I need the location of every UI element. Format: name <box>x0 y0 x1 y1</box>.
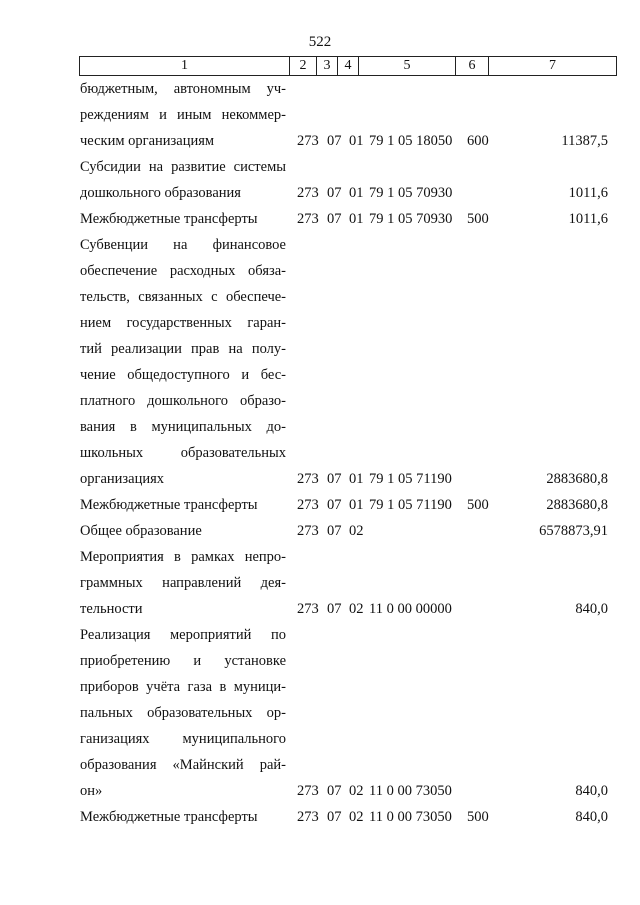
row-description <box>80 544 286 622</box>
description-line: Межбюджетные трансферты <box>80 809 258 825</box>
description-line: приобретению и установке <box>80 653 286 669</box>
target-article-cell: 79 1 05 18050 <box>369 133 453 149</box>
admin-code-cell: 273 <box>297 783 319 799</box>
admin-code-cell: 273 <box>297 471 319 487</box>
expense-type-cell: 500 <box>467 211 489 227</box>
description-line: граммных направлений дея- <box>80 575 286 591</box>
expense-type-cell: 600 <box>467 133 489 149</box>
description-line: Межбюджетные трансферты <box>80 211 258 227</box>
amount-cell: 2883680,8 <box>546 497 608 513</box>
admin-code-cell: 273 <box>297 211 319 227</box>
table-row <box>0 518 640 544</box>
description-line: платного дошкольного образо- <box>80 393 286 409</box>
amount-cell: 11387,5 <box>561 133 608 149</box>
row-description <box>80 206 286 232</box>
description-line: организациях <box>80 471 165 487</box>
table-row <box>0 492 640 518</box>
amount-cell: 1011,6 <box>568 185 608 201</box>
column-header-3: 3 <box>317 57 338 76</box>
row-description <box>80 76 286 154</box>
table-row <box>0 76 640 154</box>
description-line: тельности <box>80 601 143 617</box>
subsection-code-cell: 01 <box>349 133 364 149</box>
table-row <box>0 544 640 622</box>
admin-code-cell: 273 <box>297 809 319 825</box>
column-header-1: 1 <box>80 57 290 76</box>
admin-code-cell: 273 <box>297 497 319 513</box>
description-line: чение общедоступного и бес- <box>80 367 286 383</box>
row-description <box>80 154 286 206</box>
budget-table-body <box>0 76 640 830</box>
row-description <box>80 518 286 544</box>
description-line: дошкольного образования <box>80 185 241 201</box>
admin-code-cell: 273 <box>297 601 319 617</box>
target-article-cell: 79 1 05 71190 <box>369 471 452 487</box>
section-code-cell: 07 <box>327 523 342 539</box>
target-article-cell: 79 1 05 70930 <box>369 211 453 227</box>
description-line: школьных образовательных <box>80 445 286 461</box>
section-code-cell: 07 <box>327 497 342 513</box>
row-description <box>80 232 286 492</box>
description-line: пальных образовательных ор- <box>80 705 286 721</box>
row-description <box>80 622 286 804</box>
table-row <box>0 232 640 492</box>
description-line: Межбюджетные трансферты <box>80 497 258 513</box>
description-line: приборов учёта газа в муници- <box>80 679 286 695</box>
section-code-cell: 07 <box>327 471 342 487</box>
table-row <box>0 622 640 804</box>
amount-cell: 1011,6 <box>568 211 608 227</box>
description-line: он» <box>80 783 103 799</box>
subsection-code-cell: 01 <box>349 497 364 513</box>
subsection-code-cell: 01 <box>349 211 364 227</box>
expense-type-cell: 500 <box>467 497 489 513</box>
section-code-cell: 07 <box>327 601 342 617</box>
subsection-code-cell: 02 <box>349 601 364 617</box>
description-line: Реализация мероприятий по <box>80 627 286 643</box>
description-line: обеспечение расходных обяза- <box>80 263 286 279</box>
description-line: реждениям и иным некоммер- <box>80 107 286 123</box>
row-description <box>80 804 286 830</box>
description-line: Мероприятия в рамках непро- <box>80 549 286 565</box>
table-row <box>0 804 640 830</box>
subsection-code-cell: 02 <box>349 783 364 799</box>
table-row <box>0 154 640 206</box>
subsection-code-cell: 01 <box>349 185 364 201</box>
section-code-cell: 07 <box>327 783 342 799</box>
description-line: ганизациях муниципального <box>80 731 286 747</box>
description-line: Субсидии на развитие системы <box>80 159 286 175</box>
description-line: Субвенции на финансовое <box>80 237 286 253</box>
target-article-cell: 79 1 05 70930 <box>369 185 453 201</box>
description-line: вания в муниципальных до- <box>80 419 286 435</box>
amount-cell: 840,0 <box>575 809 608 825</box>
page-number: 522 <box>308 34 332 50</box>
column-header-4: 4 <box>338 57 359 76</box>
admin-code-cell: 273 <box>297 133 319 149</box>
subsection-code-cell: 02 <box>349 523 364 539</box>
admin-code-cell: 273 <box>297 523 319 539</box>
expense-type-cell: 500 <box>467 809 489 825</box>
section-code-cell: 07 <box>327 211 342 227</box>
target-article-cell: 79 1 05 71190 <box>369 497 452 513</box>
target-article-cell: 11 0 00 73050 <box>369 809 452 825</box>
description-line: ческим организациям <box>80 133 215 149</box>
column-header-row <box>80 57 617 76</box>
description-line: бюджетным, автономным уч- <box>80 81 286 97</box>
amount-cell: 2883680,8 <box>546 471 608 487</box>
target-article-cell: 11 0 00 00000 <box>369 601 452 617</box>
description-line: тий реализации прав на полу- <box>80 341 286 357</box>
column-header-table <box>79 56 617 76</box>
column-header-2: 2 <box>290 57 317 76</box>
description-line: Общее образование <box>80 523 202 539</box>
section-code-cell: 07 <box>327 133 342 149</box>
table-row <box>0 206 640 232</box>
description-line: нием государственных гаран- <box>80 315 286 331</box>
amount-cell: 840,0 <box>575 783 608 799</box>
column-header-6: 6 <box>456 57 489 76</box>
subsection-code-cell: 02 <box>349 809 364 825</box>
admin-code-cell: 273 <box>297 185 319 201</box>
description-line: тельств, связанных с обеспече- <box>80 289 286 305</box>
section-code-cell: 07 <box>327 809 342 825</box>
subsection-code-cell: 01 <box>349 471 364 487</box>
section-code-cell: 07 <box>327 185 342 201</box>
target-article-cell: 11 0 00 73050 <box>369 783 452 799</box>
column-header-5: 5 <box>359 57 456 76</box>
row-description <box>80 492 286 518</box>
amount-cell: 840,0 <box>575 601 608 617</box>
description-line: образования «Майнский рай- <box>80 757 286 773</box>
column-header-7: 7 <box>489 57 617 76</box>
amount-cell: 6578873,91 <box>539 523 608 539</box>
